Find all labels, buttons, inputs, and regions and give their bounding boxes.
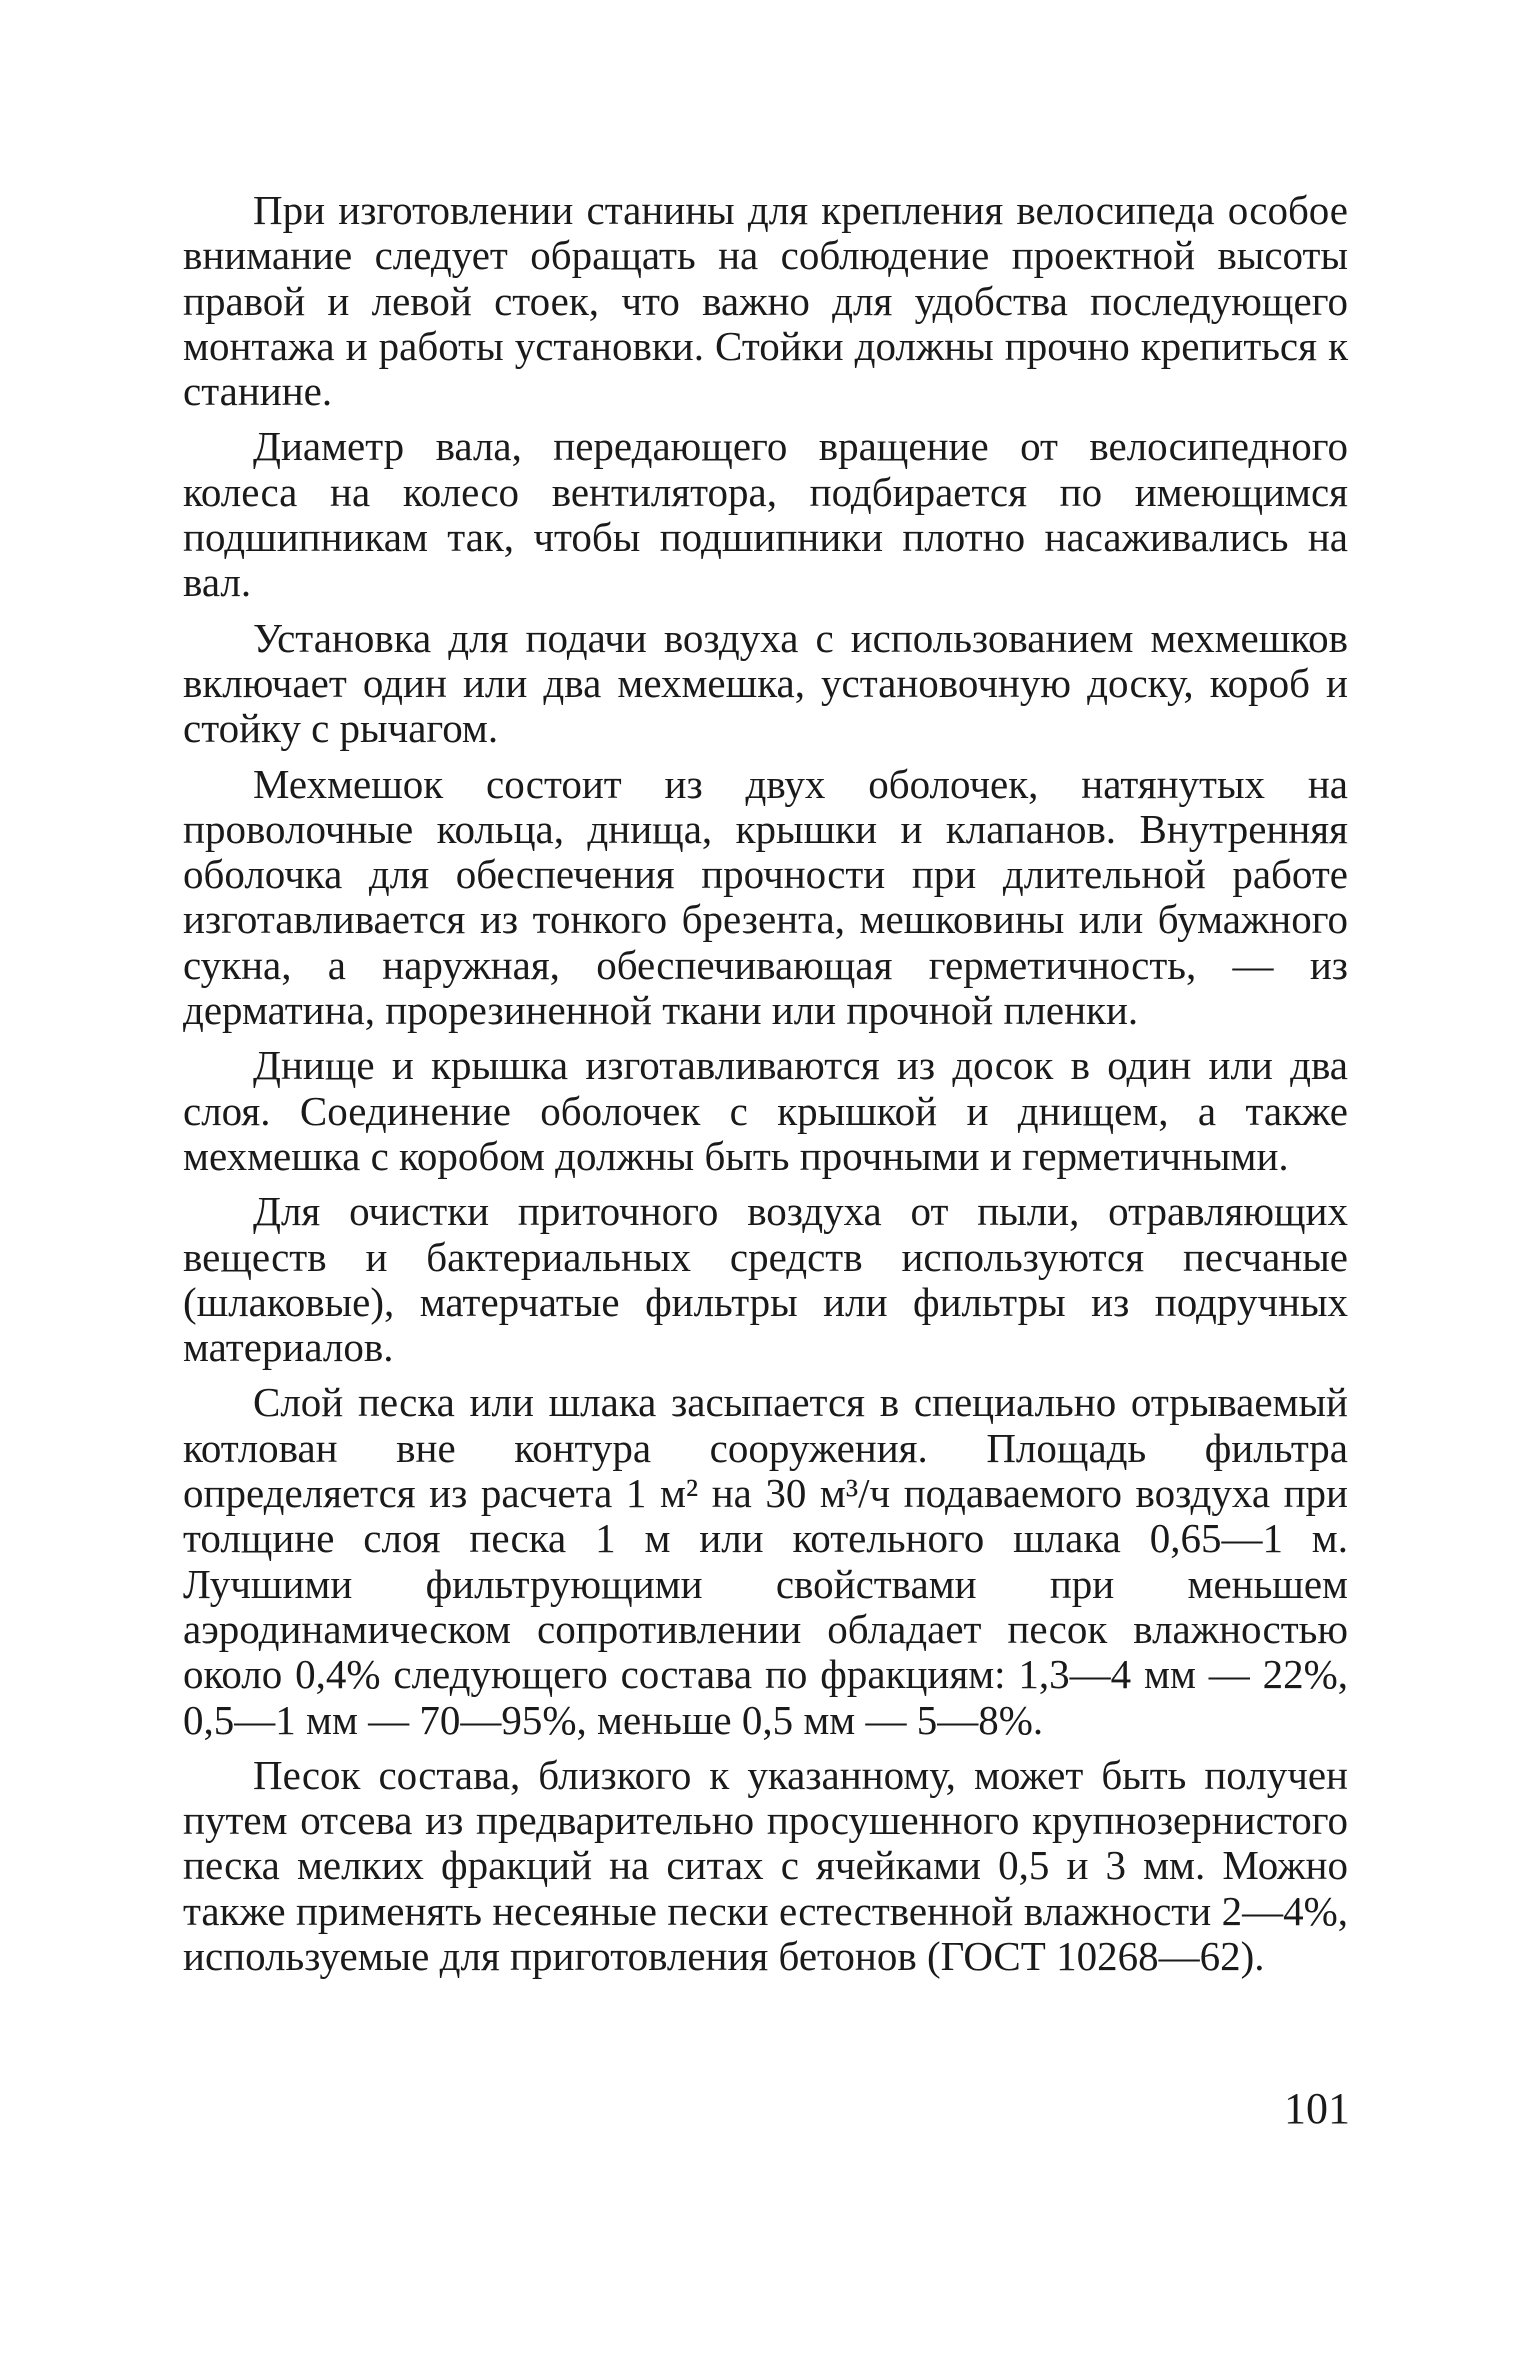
page-body	[183, 188, 1348, 2188]
paragraph-shaft-diameter: Диаметр вала, передающего вращение от велосипедного колеса на колесо вентилятора, подбирается по имеющимся подшипникам так, чтобы подшипники плотно насаживались на вал.	[183, 423, 1348, 606]
paragraph-air-supply-unit: Установка для подачи воздуха с использованием мехмешков включает один или два мехмешка, установочную доску, короб и стойку с рычагом.	[183, 614, 1348, 752]
paragraph-frame-mounting: При изготовлении станины для крепления велосипеда особое внимание следует обращать на соблюдение проектной высоты правой и левой стоек, что важно для удобства последующего монтажа и работы установки. Стойки должны прочно крепиться к станине.	[183, 187, 1348, 415]
page-number: 101	[1284, 2084, 1350, 2133]
paragraph-bottom-and-lid: Днище и крышка изготавливаются из досок в один или два слоя. Соединение оболочек с крышкой и днищем, а также мехмешка с коробом должны быть прочными и герметичными.	[183, 1042, 1348, 1179]
paragraph-air-filters: Для очистки приточного воздуха от пыли, отравляющих веществ и бактериальных средств используются песчаные (шлаковые), матерчатые фильтры или фильтры из подручных материалов.	[183, 1188, 1348, 1371]
paragraph-sand-composition: Песок состава, близкого к указанному, может быть получен путем отсева из предварительно просушенного крупнозернистого песка мелких фракций на ситах с ячейками 0,5 и 3 мм. Можно также применять несеяные пески естественной влажности 2—4%, используемые для приготовления бетонов (ГОСТ 10268—62).	[183, 1751, 1348, 1979]
paragraph-sand-layer: Слой песка или шлака засыпается в специально отрываемый котлован вне контура сооружения. Площадь фильтра определяется из расчета 1 м² на 30 м³/ч подаваемого воздуха при толщине слоя песка 1 м или котельного шлака 0,65—1 м. Лучшими фильтрующими свойствами при меньшем аэродинамическом сопротивлении обладает песок влажностью около 0,4% следующего состава по фракциям: 1,3—4 мм — 22%, 0,5—1 мм — 70—95%, меньше 0,5 мм — 5—8%.	[183, 1379, 1348, 1743]
paragraph-bellows-construction: Мехмешок состоит из двух оболочек, натянутых на проволочные кольца, днища, крышки и клапанов. Внутренняя оболочка для обеспечения прочности при длительной работе изготавливается из тонкого брезента, мешковины или бумажного сукна, а наружная, обеспечивающая герметичность, — из дерматина, прорезиненной ткани или прочной пленки.	[183, 760, 1348, 1034]
